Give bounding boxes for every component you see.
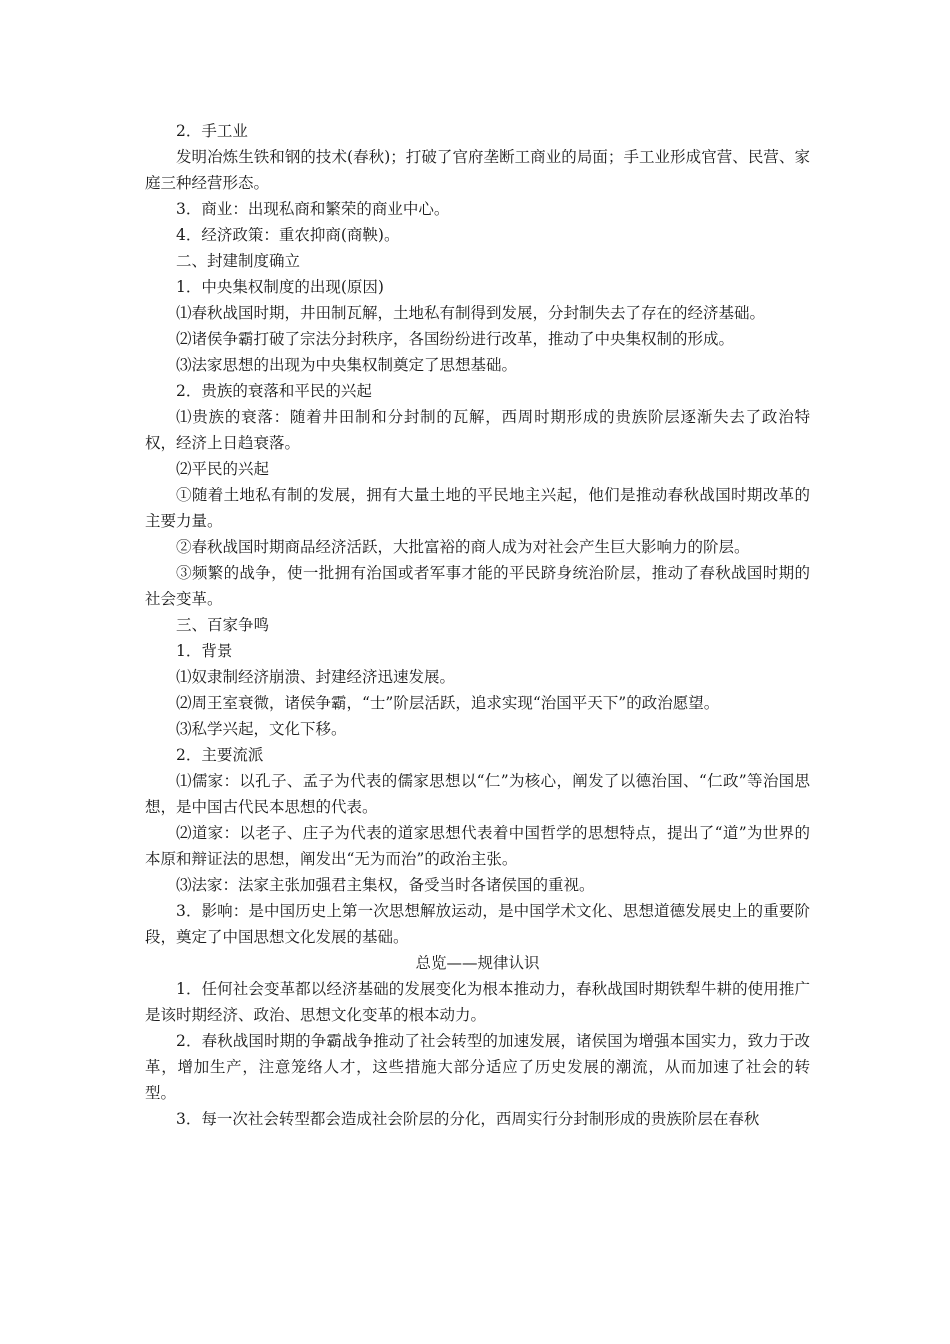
paragraph-economic-policy: 4．经济政策：重农抑商(商鞅)。 bbox=[176, 226, 400, 244]
list-item: ⑶私学兴起，文化下移。 bbox=[176, 720, 347, 738]
heading-central-power: 1．中央集权制度的出现(原因) bbox=[176, 278, 384, 296]
list-item: ⑴儒家：以孔子、孟子为代表的儒家思想以“仁”为核心，阐发了以德治国、“仁政”等治国思想，是中国古代民本思想的代表。 bbox=[145, 772, 810, 816]
list-item: ⑵周王室衰微，诸侯争霸，“士”阶层活跃，追求实现“治国平天下”的政治愿望。 bbox=[176, 694, 720, 712]
heading-handicraft: 2．手工业 bbox=[176, 122, 248, 140]
heading-main-schools: 2．主要流派 bbox=[176, 746, 264, 764]
paragraph-commerce: 3．商业：出现私商和繁荣的商业中心。 bbox=[176, 200, 450, 218]
list-item: ②春秋战国时期商品经济活跃，大批富裕的商人成为对社会产生巨大影响力的阶层。 bbox=[176, 538, 750, 556]
list-item: ⑵道家：以老子、庄子为代表的道家思想代表着中国哲学的思想特点，提出了“道”为世界的本原和辩证法的思想，阐发出“无为而治”的政治主张。 bbox=[145, 824, 810, 868]
list-item: 2．春秋战国时期的争霸战争推动了社会转型的加速发展，诸侯国为增强本国实力，致力于改革，增加生产，注意笼络人才，这些措施大部分适应了历史发展的潮流，从而加速了社会的转型。 bbox=[145, 1032, 810, 1102]
section-title-overview: 总览——规律认识 bbox=[415, 954, 540, 972]
list-item: ⑵平民的兴起 bbox=[176, 460, 270, 478]
list-item: ①随着土地私有制的发展，拥有大量土地的平民地主兴起，他们是推动春秋战国时期改革的主要力量。 bbox=[145, 486, 810, 530]
heading-nobility-commoners: 2．贵族的衰落和平民的兴起 bbox=[176, 382, 372, 400]
list-item: 3．每一次社会转型都会造成社会阶层的分化，西周实行分封制形成的贵族阶层在春秋 bbox=[176, 1110, 760, 1128]
list-item: ⑴春秋战国时期，井田制瓦解，土地私有制得到发展，分封制失去了存在的经济基础。 bbox=[176, 304, 766, 322]
list-item: 1．任何社会变革都以经济基础的发展变化为根本推动力，春秋战国时期铁犁牛耕的使用推广是该时期经济、政治、思想文化变革的根本动力。 bbox=[145, 980, 810, 1024]
list-item: ⑴奴隶制经济崩溃、封建经济迅速发展。 bbox=[176, 668, 456, 686]
section-heading-hundred-schools: 三、百家争鸣 bbox=[176, 616, 270, 634]
list-item: ⑴贵族的衰落：随着井田制和分封制的瓦解，西周时期形成的贵族阶层逐渐失去了政治特权，经济上日趋衰落。 bbox=[145, 408, 810, 452]
list-item: ⑶法家思想的出现为中央集权制奠定了思想基础。 bbox=[176, 356, 518, 374]
list-item: ⑵诸侯争霸打破了宗法分封秩序，各国纷纷进行改革，推动了中央集权制的形成。 bbox=[176, 330, 735, 348]
document-page bbox=[145, 118, 810, 1132]
section-heading-feudal-system: 二、封建制度确立 bbox=[176, 252, 301, 270]
list-item: ③频繁的战争，使一批拥有治国或者军事才能的平民跻身统治阶层，推动了春秋战国时期的社会变革。 bbox=[145, 564, 810, 608]
heading-background: 1．背景 bbox=[176, 642, 233, 660]
paragraph-handicraft-detail: 发明冶炼生铁和钢的技术(春秋)；打破了官府垄断工商业的局面；手工业形成官营、民营、家庭三种经营形态。 bbox=[145, 148, 810, 192]
list-item: ⑶法家：法家主张加强君主集权，备受当时各诸侯国的重视。 bbox=[176, 876, 595, 894]
paragraph-influence: 3．影响：是中国历史上第一次思想解放运动，是中国学术文化、思想道德发展史上的重要阶段，奠定了中国思想文化发展的基础。 bbox=[145, 902, 810, 946]
